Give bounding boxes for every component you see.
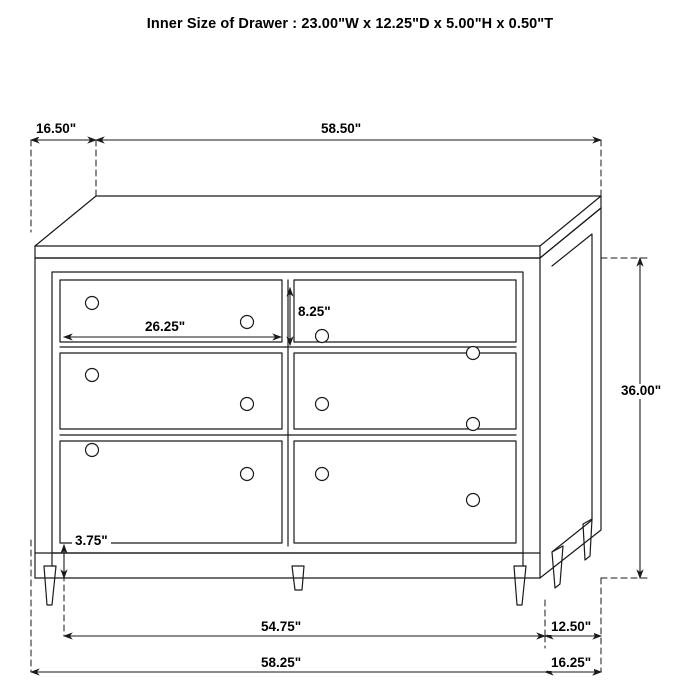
dimension-label-drawer-width: 26.25" (142, 320, 188, 335)
dimension-label-base-depth-inner: 12.50" (548, 620, 594, 635)
dresser-legs (44, 519, 592, 605)
dimension-label-depth-top: 16.50" (33, 122, 79, 137)
page-title: Inner Size of Drawer : 23.00"W x 12.25"D x 5.00"H x 0.50"T (146, 16, 554, 32)
dimension-label-base-width-outer: 58.25" (258, 656, 304, 671)
dimension-label-drawer-height: 8.25" (295, 305, 334, 320)
dimension-label-width-top: 58.50" (318, 122, 364, 137)
extension-lines (31, 140, 648, 672)
dimension-label-base-width-inner: 54.75" (258, 620, 304, 635)
dimension-label-leg-height: 3.75" (72, 534, 111, 549)
dimension-label-overall-height: 36.00" (618, 384, 664, 399)
dimension-label-base-depth-outer: 16.25" (548, 656, 594, 671)
drawer-faces (60, 280, 516, 546)
dimension-lines (31, 140, 640, 672)
